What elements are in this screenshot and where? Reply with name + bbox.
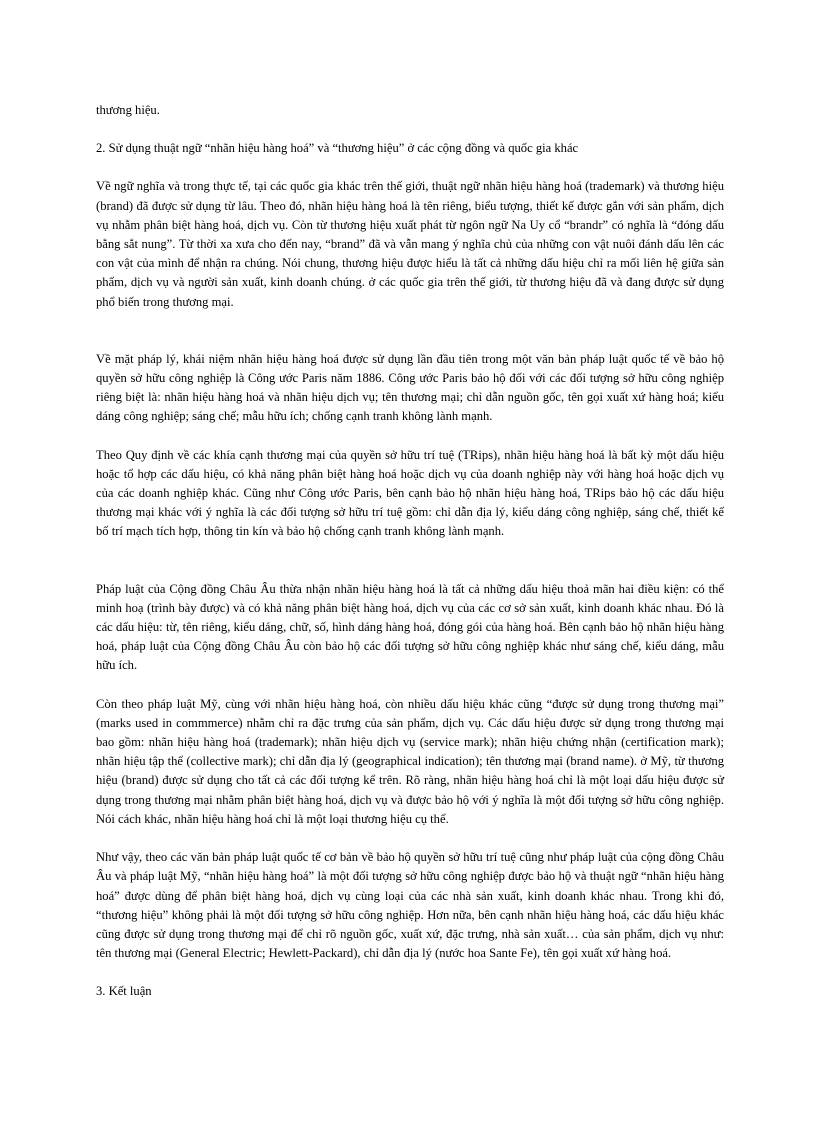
intro-fragment: thương hiệu. — [96, 103, 160, 117]
paragraph-legal-paris-convention: Về mặt pháp lý, khái niệm nhãn hiệu hàng hoá được sử dụng lần đầu tiên trong một văn bản pháp luật quốc tế về bảo hộ quyền sở hữu công nghiệp là Công ước Paris năm 1886. Công ước Paris bảo hộ đối với các đối tượng sở hữu công nghiệp riêng biệt là: nhãn hiệu hàng hoá và nhãn hiệu dịch vụ; tên thương mại; chỉ dẫn nguồn gốc, tên gọi xuất xứ hàng hoá; kiểu dáng công nghiệp; sáng chế; mẫu hữu ích; chống cạnh tranh không lành mạnh. — [96, 351, 724, 424]
paragraph-us-law: Còn theo pháp luật Mỹ, cùng với nhãn hiệu hàng hoá, còn nhiều dấu hiệu khác cũng “được sử dụng trong thương mại” (marks used in commmerce) nhằm chỉ ra đặc trưng của sản phẩm, dịch vụ. Các dấu hiệu được sử dụng trong thương mại bao gồm: nhãn hiệu hàng hoá (trademark); nhãn hiệu dịch vụ (service mark); nhãn hiệu chứng nhận (certification mark); nhãn hiệu tập thể (collective mark); chỉ dẫn địa lý (geographical indication); tên thương mại (brand name). ở Mỹ, từ thương hiệu (brand) được sử dụng cho tất cả các đối tượng kể trên. Rõ ràng, nhãn hiệu hàng hoá chỉ là một loại dấu hiệu được sử dụng trong thương mại nhằm phân biệt hàng hoá, dịch vụ và được bảo hộ với ý nghĩa là một đối tượng sở hữu công nghiệp. Nói cách khác, nhãn hiệu hàng hoá chỉ là một loại thương hiệu cụ thể. — [96, 696, 724, 826]
section-2-heading: 2. Sử dụng thuật ngữ “nhãn hiệu hàng hoá” và “thương hiệu” ở các cộng đồng và quốc gia khác — [96, 141, 579, 156]
paragraph-brand-semantics: Về ngữ nghĩa và trong thực tế, tại các quốc gia khác trên thế giới, thuật ngữ nhãn hiệu hàng hoá (trademark) và thương hiệu (brand) đã được sử dụng từ lâu. Theo đó, nhãn hiệu hàng hoá là tên riêng, biểu tượng, thiết kế được gắn với sản phẩm, dịch vụ nhằm phân biệt hàng hoá, dịch vụ. Còn từ thương hiệu xuất phát từ ngôn ngữ Na Uy cổ “brandr” có nghĩa là “đóng dấu bằng sắt nung”. Từ thời xa xưa cho đến nay, “brand” đã và vẫn mang ý nghĩa chủ của những con vật nuôi đánh dấu lên các con vật của mình để nhận ra chúng. Nói chung, thương hiệu được hiểu là tất cả những dấu hiệu chỉ ra mối liên hệ giữa sản phẩm, dịch vụ và người sản xuất, kinh doanh chúng. ở các quốc gia trên thế giới, từ thương hiệu đã và đang được sử dụng phổ biến trong thương mại. — [96, 179, 724, 309]
section-3-heading: 3. Kết luận — [96, 984, 152, 999]
paragraph-summary: Như vậy, theo các văn bản pháp luật quốc tế cơ bản về bảo hộ quyền sở hữu trí tuệ cũng như pháp luật của cộng đồng Châu Âu và pháp luật Mỹ, “nhãn hiệu hàng hoá” là một đối tượng sở hữu công nghiệp được bảo hộ và thuật ngữ “nhãn hiệu hàng hoá” được dùng để phân biệt hàng hoá, dịch vụ cùng loại của các nhà sản xuất, kinh doanh khác nhau. Trong khi đó, “thương hiệu” không phải là một đối tượng sở hữu công nghiệp. Hơn nữa, bên cạnh nhãn hiệu hàng hoá, các dấu hiệu khác cũng được sử dụng trong thương mại để chỉ rõ nguồn gốc, xuất xứ, đặc trưng, nhà sản xuất… của sản phẩm, dịch vụ như: tên thương mại (General Electric; Hewlett-Packard), chỉ dẫn địa lý (nước hoa Sante Fe), tên gọi xuất xứ hàng hoá. — [96, 850, 724, 961]
document-page — [96, 101, 724, 1002]
paragraph-trips: Theo Quy định về các khía cạnh thương mại của quyền sở hữu trí tuệ (TRips), nhãn hiệu hàng hoá là bất kỳ một dấu hiệu hoặc tổ hợp các dấu hiệu, có khả năng phân biệt hàng hoá hoặc dịch vụ của doanh nghiệp này với hàng hoá hoặc dịch vụ của các doanh nghiệp khác. Cũng như Công ước Paris, bên cạnh bảo hộ nhãn hiệu hàng hoá, TRips bảo hộ các dấu hiệu thương mại khác với ý nghĩa là các đối tượng sở hữu trí tuệ gồm: chỉ dẫn địa lý, kiểu dáng công nghiệp, sáng chế, thiết kế bố trí mạch tích hợp, thông tin kín và bảo hộ chống cạnh tranh không lành mạnh. — [96, 447, 724, 539]
paragraph-european-community: Pháp luật của Cộng đồng Châu Âu thừa nhận nhãn hiệu hàng hoá là tất cả những dấu hiệu thoả mãn hai điều kiện: có thể minh hoạ (trình bày được) và có khả năng phân biệt hàng hoá, dịch vụ của các cơ sở sản xuất, kinh doanh khác nhau. Đó là các dấu hiệu: từ, tên riêng, kiểu dáng, chữ, số, hình dáng hàng hoá, đóng gói của hàng hoá. Bên cạnh bảo hộ nhãn hiệu hàng hoá, pháp luật của Cộng đồng Châu Âu còn bảo hộ các đối tượng sở hữu công nghiệp khác như sáng chế, kiểu dáng, mẫu hữu ích. — [96, 581, 724, 673]
